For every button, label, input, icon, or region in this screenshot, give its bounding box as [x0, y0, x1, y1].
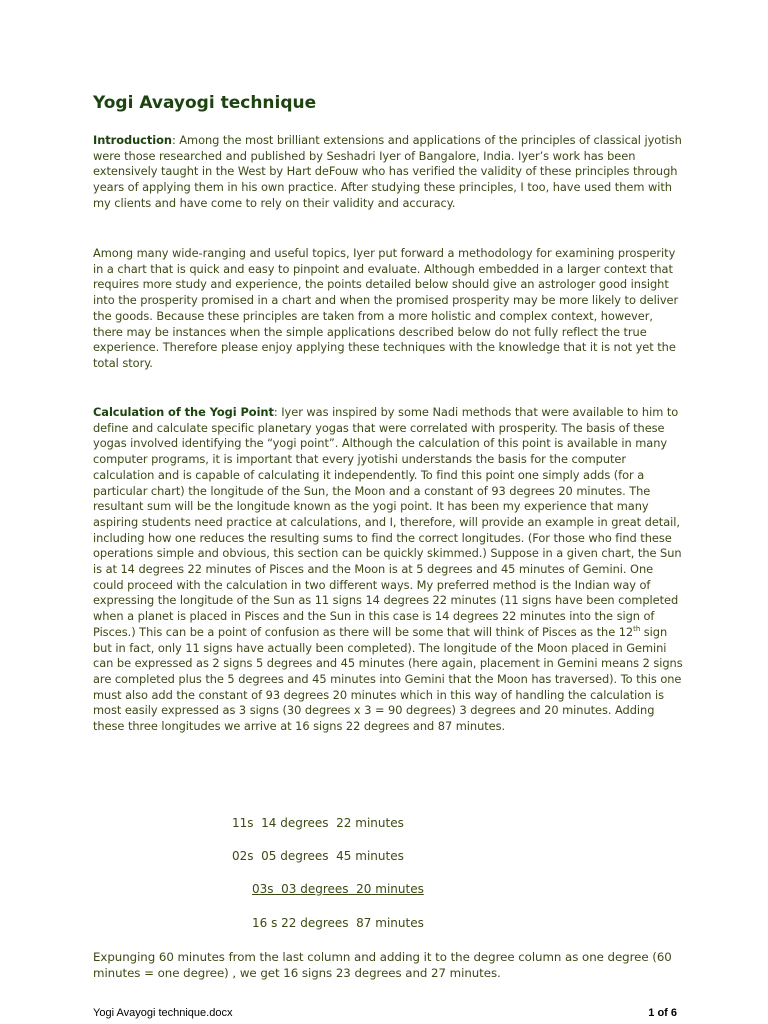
calculation-paragraph [93, 405, 683, 735]
prosperity-paragraph: Among many wide-ranging and useful topics, Iyer put forward a methodology for examining prosperity in a chart that is quick and easy to pinpoint and evaluate. Although embedded in a larger context that requires more study and experience, the points detailed below should give an astrologer good insight into the prosperity promised in a chart and when the promised prosperity may be more likely to deliver the goods. Because these principles are taken from a more holistic and complex context, however, there may be instances when the simple applications described below do not fully reflect the true experience. Therefore please enjoy applying these techniques with the knowledge that it is not yet the total story. [93, 246, 679, 370]
introduction-text: : Among the most brilliant extensions and applications of the principles of classical jyotish were those researched and published by Seshadri Iyer of Bangalore, India. Iyer’s work has been extensively taught in the West by Hart deFouw who has verified the validity of these principles through years of applying them in his own practice. After studying these principles, I too, have used them with my clients and have come to rely on their validity and accuracy. [93, 133, 682, 210]
document-title: Yogi Avayogi technique [93, 93, 317, 113]
calculation-heading: Calculation of the Yogi Point [93, 405, 274, 419]
calc-line-moon: 02s 05 degrees 45 minutes [232, 849, 404, 863]
calc-line-sum: 16 s 22 degrees 87 minutes [252, 916, 424, 930]
footer-filename: Yogi Avayogi technique.docx [93, 1007, 233, 1019]
calculation-text-a: : Iyer was inspired by some Nadi methods that were available to him to define and calculate specific planetary yogas that were correlated with prosperity. The basis of these yogas involved identifying the “yogi point”. Although the calculation of this point is available in many computer programs, it is important that every jyotishi understands the basis for the computer calculation and is capable of calculating it independently. To find this point one simply adds (for a particular chart) the longitude of the Sun, the Moon and a constant of 93 degrees 20 minutes. The resultant sum will be the longitude known as the yogi point. It has been my experience that many aspiring students need practice at calculations, and I, therefore, will provide an example in great detail, including how one reduces the resulting sums to find the correct longitudes. (For those who find these operations simple and obvious, this section can be quickly skimmed.) Suppose in a given chart, the Sun is at 14 degrees 22 minutes of Pisces and the Moon is at 5 degrees and 45 minutes of Gemini. One could proceed with the calculation in two different ways. My preferred method is the Indian way of expressing the longitude of the Sun as 11 signs 14 degrees 22 minutes (11 signs have been completed when a planet is placed in Pisces and the Sun in this case is 14 degrees 22 minutes into the sign of Pisces.) This can be a point of confusion as there will be some that will think of Pisces as the 12 [93, 405, 682, 639]
introduction-heading: Introduction [93, 133, 172, 147]
ordinal-superscript: th [633, 624, 641, 633]
final-paragraph: Expunging 60 minutes from the last column and adding it to the degree column as one degree (60 minutes = one degree) , we get 16 signs 23 degrees and 27 minutes. [93, 950, 672, 980]
introduction-paragraph [93, 133, 683, 212]
footer-page-number: 1 of 6 [648, 1007, 677, 1019]
calc-line-constant: 03s 03 degrees 20 minutes [252, 882, 424, 896]
calc-line-sun: 11s 14 degrees 22 minutes [232, 816, 404, 830]
calculation-text-b: sign but in fact, only 11 signs have actually been completed). The longitude of the Moon placed in Gemini can be expressed as 2 signs 5 degrees and 45 minutes (here again, placement in Gemini means 2 signs are completed plus the 5 degrees and 45 minutes into Gemini that the Moon has traversed). To this one must also add the constant of 93 degrees 20 minutes which in this way of handling the calculation is most easily expressed as 3 signs (30 degrees x 3 = 90 degrees) 3 degrees and 20 minutes. Adding these three longitudes we arrive at 16 signs 22 degrees and 87 minutes. [93, 624, 683, 734]
